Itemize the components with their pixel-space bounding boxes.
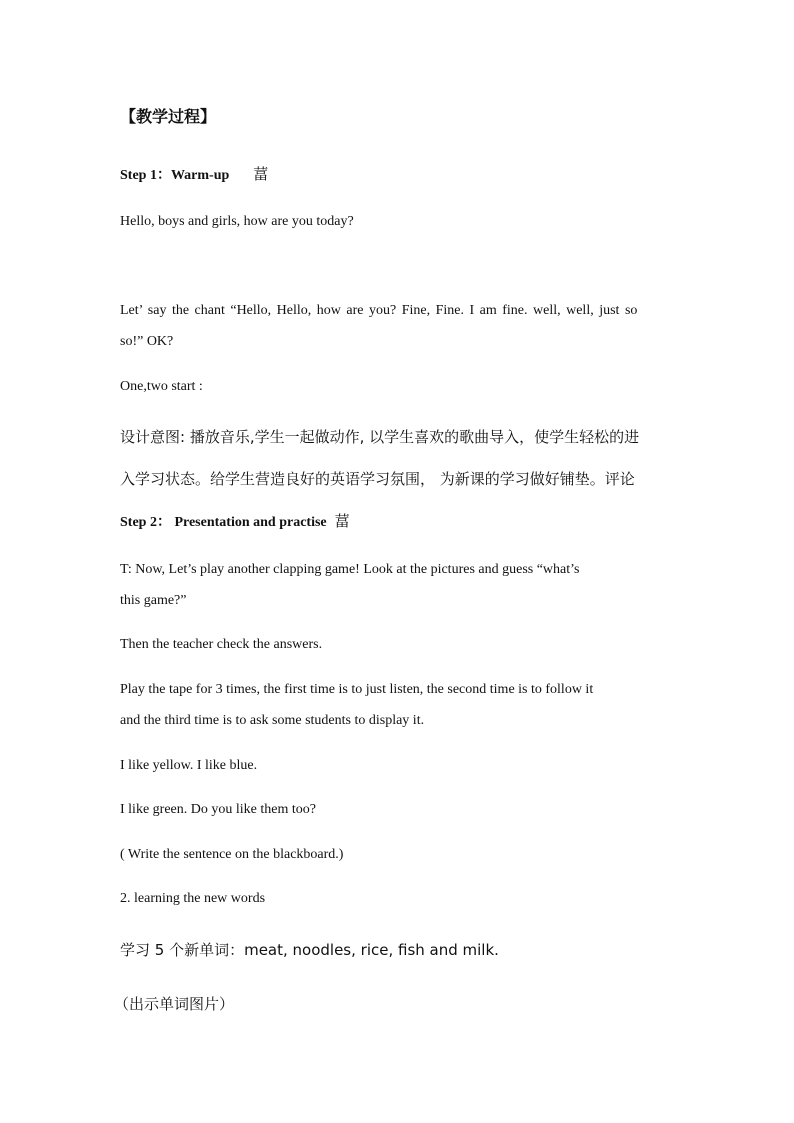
teacher-line-2: this game?” [120,593,187,608]
design-intent-line-1: 设计意图: 播放音乐,学生一起做动作, 以学生喜欢的歌曲导入，使学生轻松的进 [120,428,640,446]
chant-line-1: Let’ say the chant “Hello, Hello, how are you? Fine, Fine. I am fine. well, well, just so [120,303,638,318]
like-line-2: I like green. Do you like them too? [120,802,316,817]
check-line: Then the teacher check the answers. [120,637,323,652]
teacher-line-1: T: Now, Let’s play another clapping game! Look at the pictures and guess “what’s [120,562,580,577]
step1-heading [120,165,268,185]
tape-line-2: and the third time is to ask some students to display it. [120,713,425,728]
chant-line-2: so!” OK? [120,334,174,349]
greeting-line: Hello, boys and girls, how are you today? [120,214,354,229]
step2-label: Step 2： Presentation and practise [120,515,327,530]
new-words-line: 学习 5 个新单词：meat, noodles, rice, fish and milk. [120,941,499,959]
tape-line-1: Play the tape for 3 times, the first time is to just listen, the second time is to follow it [120,682,594,697]
step2-heading [120,512,350,532]
start-line: One,two start : [120,379,203,394]
show-pictures-line: （出示单词图片） [114,995,235,1013]
learning-line: 2. learning the new words [120,891,266,906]
section-title: 【教学过程】 [120,107,217,126]
blackboard-line: ( Write the sentence on the blackboard.) [120,847,344,862]
step2-mark: 葍 [334,512,350,530]
step1-label: Step 1：Warm-up [120,168,230,183]
design-intent-line-2: 入学习状态。给学生营造良好的英语学习氛围， 为新课的学习做好铺垫。评论 [120,470,635,488]
like-line-1: I like yellow. I like blue. [120,758,258,773]
step1-mark: 葍 [253,165,269,183]
